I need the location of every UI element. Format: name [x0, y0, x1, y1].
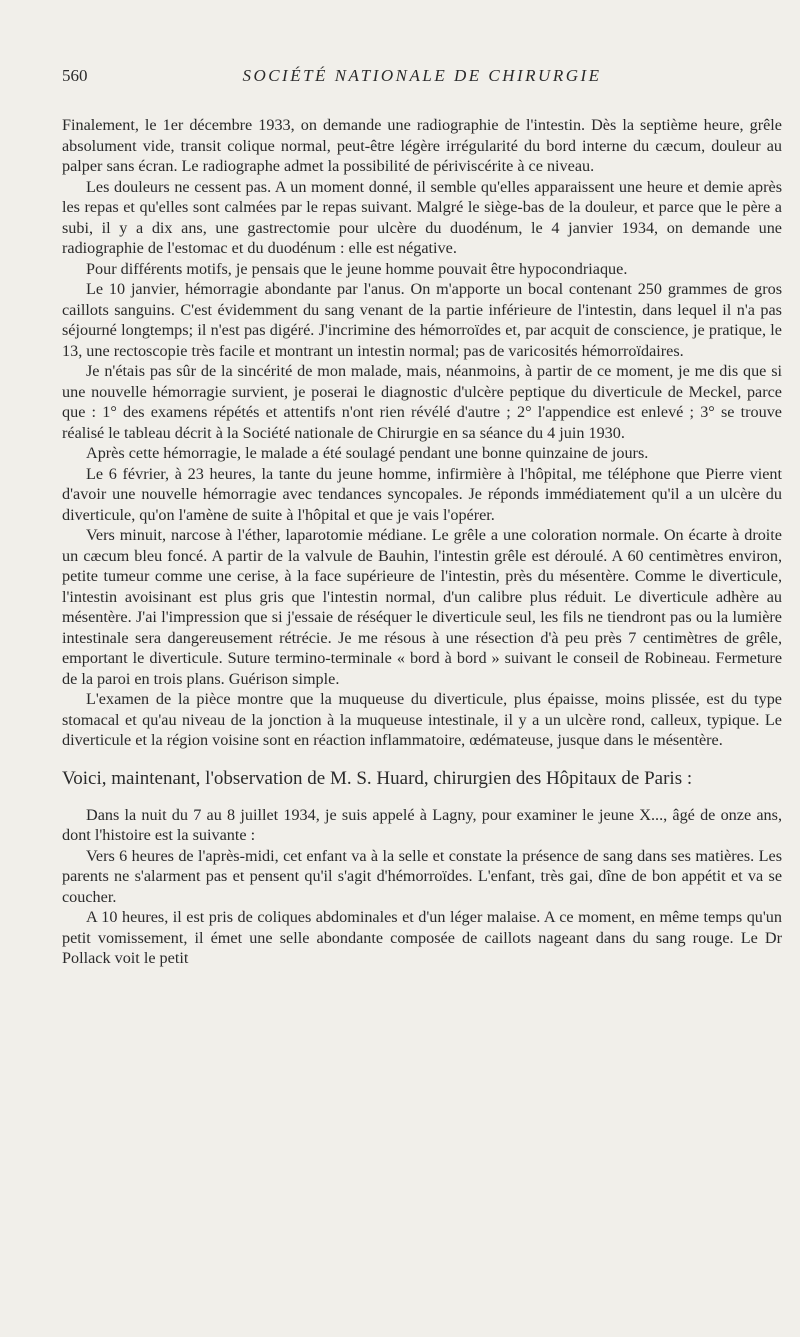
observation-block	[62, 805, 782, 969]
paragraph: Finalement, le 1er décembre 1933, on demande une radiographie de l'intestin. Dès la septième heure, grêle absolument vide, transit colique normal, peut-être légère irrégularité du bord interne du cæcum, douleur au palper sans écran. Le radiographe admet la possibilité de périviscérite à ce niveau.	[62, 116, 782, 175]
observation-paragraph: Vers 6 heures de l'après-midi, cet enfant va à la selle et constate la présence de sang dans ses matières. Les parents ne s'alarment pas et pensent qu'il s'agit d'hémorroïdes. L'enfant, très gai, dîne de bon appétit et va se coucher.	[62, 846, 782, 906]
paragraph: Le 6 février, à 23 heures, la tante du jeune homme, infirmière à l'hôpital, me téléphone que Pierre vient d'avoir une nouvelle hémorragie avec tendances syncopales. Je réponds immédiatement qu'il a un ulcère du diverticule, qu'on l'amène de suite à l'hôpital et que je vais l'opérer.	[62, 464, 782, 524]
paragraph: Le 10 janvier, hémorragie abondante par l'anus. On m'apporte un bocal contenant 250 grammes de gros caillots sanguins. C'est évidemment du sang venant de la partie inférieure de l'intestin, dans lequel il n'a pas séjourné longtemps; il n'est pas digéré. J'incrimine des hémorroïdes et, par acquit de conscience, je pratique, le 13, une rectoscopie très facile et montrant un intestin normal; pas de varicosités hémorroïdaires.	[62, 280, 782, 360]
running-title: SOCIÉTÉ NATIONALE DE CHIRURGIE	[242, 66, 602, 85]
observation-paragraph: Dans la nuit du 7 au 8 juillet 1934, je suis appelé à Lagny, pour examiner le jeune X..., âgé de onze ans, dont l'histoire est la suivante :	[62, 805, 782, 844]
page-number: 560	[62, 66, 88, 85]
observation-intro: Voici, maintenant, l'observation de M. S. Huard, chirurgien des Hôpitaux de Paris :	[62, 767, 693, 789]
paragraph: Les douleurs ne cessent pas. A un moment donné, il semble qu'elles apparaissent une heure et demie après les repas et qu'elles sont calmées par le repas suivant. Malgré le siège-bas de la douleur, et parce que le père a subi, il y a dix ans, une gastrectomie pour ulcère du duodénum, le 4 janvier 1934, on demande une radiographie de l'estomac et du duodénum : elle est négative.	[62, 177, 782, 257]
paragraph: Après cette hémorragie, le malade a été soulagé pendant une bonne quinzaine de jours.	[86, 444, 649, 462]
paragraph: Je n'étais pas sûr de la sincérité de mon malade, mais, néanmoins, à partir de ce moment, je me dis que si une nouvelle hémorragie survient, je poserai le diagnostic d'ulcère peptique du diverticule de Meckel, parce que : 1° des examens répétés et attentifs n'ont rien révélé d'autre ; 2° l'appendice est enlevé ; 3° se trouve réalisé le tableau décrit à la Société nationale de Chirurgie en sa séance du 4 juin 1930.	[62, 362, 782, 442]
paragraph: Pour différents motifs, je pensais que le jeune homme pouvait être hypocondriaque.	[86, 259, 628, 278]
paragraph: Vers minuit, narcose à l'éther, laparotomie médiane. Le grêle a une coloration normale. On écarte à droite un cæcum bleu foncé. A partir de la valvule de Bauhin, l'intestin grêle est déroulé. A 60 centimètres environ, petite tumeur comme une cerise, à la face supérieure de l'intestin, près du mésentère. Comme le diverticule, l'intestin avoisinant est plus gris que l'intestin normal, d'un calibre plus réduit. Le diverticule adhère au mésentère. J'ai l'impression que si j'essaie de réséquer le diverticule seul, les fils ne tiendront pas ou la lumière intestinale sera dangereusement rétrécie. Je me résous à une résection d'à peu près 7 centimètres de grêle, emportant le diverticule. Suture termino-terminale « bord à bord » suivant le conseil de Robineau. Fermeture de la paroi en trois plans. Guérison simple.	[62, 526, 782, 688]
paragraph: L'examen de la pièce montre que la muqueuse du diverticule, plus épaisse, moins plissée, est du type stomacal et qu'au niveau de la jonction à la muqueuse intestinale, il y a un ulcère rond, calleux, typique. Le diverticule et la région voisine sont en réaction inflammatoire, œdémateuse, jusque dans le mésentère.	[62, 690, 782, 749]
page-header	[62, 66, 782, 90]
body-text	[62, 115, 782, 969]
observation-paragraph: A 10 heures, il est pris de coliques abdominales et d'un léger malaise. A ce moment, en même temps qu'un petit vomissement, il émet une selle abondante composée de caillots nageant dans du sang rouge. Le Dr Pollack voit le petit	[62, 908, 782, 967]
